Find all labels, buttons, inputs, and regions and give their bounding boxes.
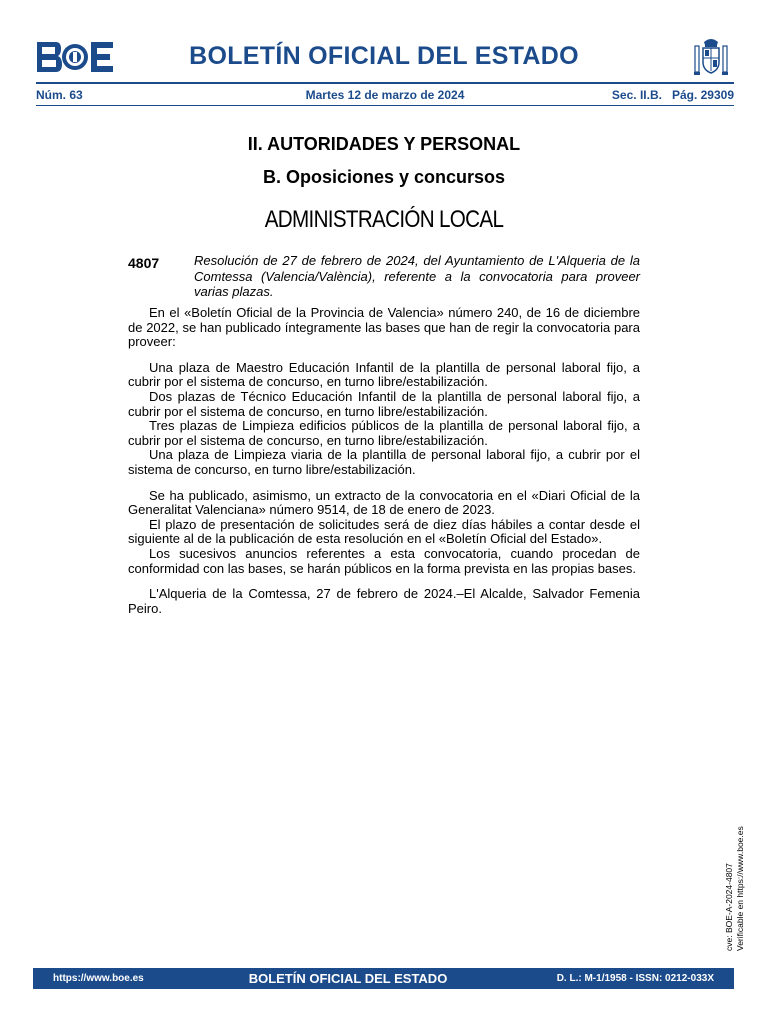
header-rule bbox=[36, 82, 734, 84]
issue-date: Martes 12 de marzo de 2024 bbox=[305, 88, 465, 102]
footer-issn: D. L.: M-1/1958 - ISSN: 0212-033X bbox=[556, 973, 714, 984]
administration-heading: ADMINISTRACIÓN LOCAL bbox=[264, 206, 504, 233]
footer-url-link[interactable]: https://www.boe.es bbox=[53, 973, 144, 984]
footer-title: BOLETÍN OFICIAL DEL ESTADO bbox=[248, 971, 448, 986]
signature-paragraph: L'Alqueria de la Comtessa, 27 de febrero de 2024.–El Alcalde, Salvador Femenia Peiro. bbox=[128, 586, 640, 616]
section-heading: II. AUTORIDADES Y PERSONAL bbox=[247, 134, 521, 154]
paragraph: En el «Boletín Oficial de la Provincia de Valencia» número 240, de 16 de diciembre de 2022, se han publicado íntegramente las bases que han de regir la convocatoria para proveer: bbox=[128, 305, 640, 350]
paragraph: Tres plazas de Limpieza edificios públicos de la plantilla de personal laboral fijo, a cubrir por el sistema de concurso, en turno libre/estabilización. bbox=[128, 418, 640, 448]
paragraph: Una plaza de Limpieza viaria de la plantilla de personal laboral fijo, a cubrir por el sistema de concurso, en turno libre/estabilización. bbox=[128, 447, 640, 477]
item-title: Resolución de 27 de febrero de 2024, del Ayuntamiento de L'Alqueria de la Comtessa (Valencia/València), referente a la convocatoria para proveer varias plazas. bbox=[194, 253, 640, 299]
paragraph: Una plaza de Maestro Educación Infantil de la plantilla de personal laboral fijo, a cubrir por el sistema de concurso, en turno libre/estabilización. bbox=[128, 359, 640, 390]
footer-bar bbox=[33, 968, 734, 989]
boe-logo bbox=[36, 41, 114, 73]
item-number: 4807 bbox=[128, 255, 160, 271]
paragraph: Los sucesivos anuncios referentes a esta convocatoria, cuando procedan de conformidad con las bases, se harán públicos en la forma prevista en las propias bases. bbox=[128, 545, 640, 576]
verify-link[interactable]: Verificable en https://www.boe.es bbox=[735, 826, 745, 951]
cve-side-note bbox=[724, 826, 748, 951]
issue-number: Núm. 63 bbox=[36, 88, 83, 102]
coat-of-arms-icon bbox=[690, 36, 732, 78]
masthead-title: BOLETÍN OFICIAL DEL ESTADO bbox=[189, 42, 579, 70]
header-underline bbox=[36, 105, 734, 106]
document-body bbox=[128, 306, 640, 616]
paragraph: El plazo de presentación de solicitudes será de diez días hábiles a contar desde el siguiente al de la publicación de esta resolución en el «Boletín Oficial del Estado». bbox=[128, 516, 640, 547]
subsection-heading: B. Oposiciones y concursos bbox=[262, 167, 506, 187]
cve-code: cve: BOE-A-2024-4807 bbox=[724, 863, 734, 951]
paragraph: Se ha publicado, asimismo, un extracto de la convocatoria en el «Diari Oficial de la Generalitat Valenciana» número 9514, de 18 de enero de 2023. bbox=[128, 487, 640, 518]
paragraph: Dos plazas de Técnico Educación Infantil de la plantilla de personal laboral fijo, a cubrir por el sistema de concurso, en turno libre/estabilización. bbox=[128, 388, 640, 419]
section-page: Sec. II.B. Pág. 29309 bbox=[611, 88, 734, 102]
